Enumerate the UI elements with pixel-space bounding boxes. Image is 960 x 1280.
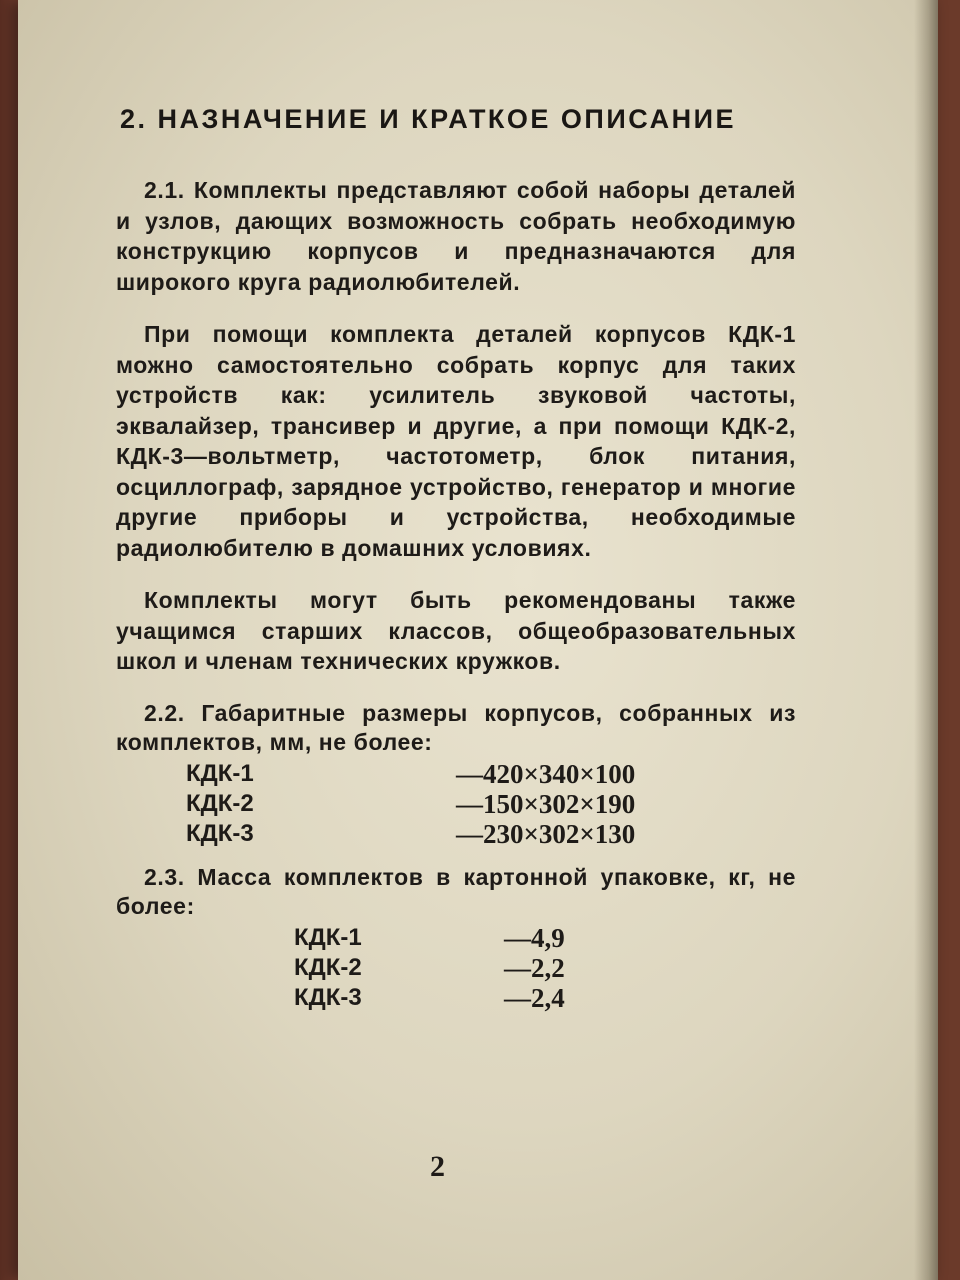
table-row (116, 983, 565, 1013)
mass-heading: 2.3. Масса комплектов в картонной упаковке, кг, не более: (116, 863, 796, 919)
page-fold-shadow (914, 0, 938, 1280)
dimensions-heading: 2.2. Габаритные размеры корпусов, собранных из комплектов, мм, не более: (116, 699, 796, 755)
kit-dimensions: —150×302×190 (456, 788, 636, 819)
mass-table (116, 923, 565, 1013)
paragraph-2-1: 2.1. Комплекты представляют собой наборы деталей и узлов, дающих возможность собрать необходимую конструкцию корпусов и предназначаются для широкого круга радиолюбителей. (116, 177, 796, 295)
kit-name: КДК-1 (294, 923, 362, 951)
document-page (18, 0, 938, 1280)
section-title: 2. НАЗНАЧЕНИЕ И КРАТКОЕ ОПИСАНИЕ (120, 104, 736, 134)
kit-mass: —2,2 (504, 952, 565, 983)
dimensions-table (116, 759, 635, 849)
page-content (116, 104, 796, 1013)
kit-dimensions: —230×302×130 (456, 818, 636, 849)
kit-name: КДК-2 (186, 789, 254, 817)
kit-dimensions: —420×340×100 (456, 758, 636, 789)
kit-name: КДК-3 (294, 983, 362, 1011)
kit-name: КДК-3 (186, 819, 254, 847)
page-number: 2 (430, 1150, 445, 1183)
table-row (116, 953, 565, 983)
kit-name: КДК-1 (186, 759, 254, 787)
table-row (116, 789, 635, 819)
kit-name: КДК-2 (294, 953, 362, 981)
kit-mass: —2,4 (504, 982, 565, 1013)
paragraph-usage: При помощи комплекта деталей корпусов КДК-1 можно самостоятельно собрать корпус для таких устройств как: усилитель звуковой частоты, эквалайзер, трансивер и другие, а при помощи КДК-2, КДК-3—вольтметр, частотометр, блок питания, осциллограф, зарядное устройство, генератор и многие другие приборы и устройства, необходимые радиолюбителю в домашних условиях. (116, 321, 796, 561)
table-row (116, 923, 565, 953)
table-row (116, 759, 635, 789)
paragraph-recommendation: Комплекты могут быть рекомендованы также учащимся старших классов, общеобразовательных школ и членам технических кружков. (116, 587, 796, 674)
kit-mass: —4,9 (504, 922, 565, 953)
table-row (116, 819, 635, 849)
